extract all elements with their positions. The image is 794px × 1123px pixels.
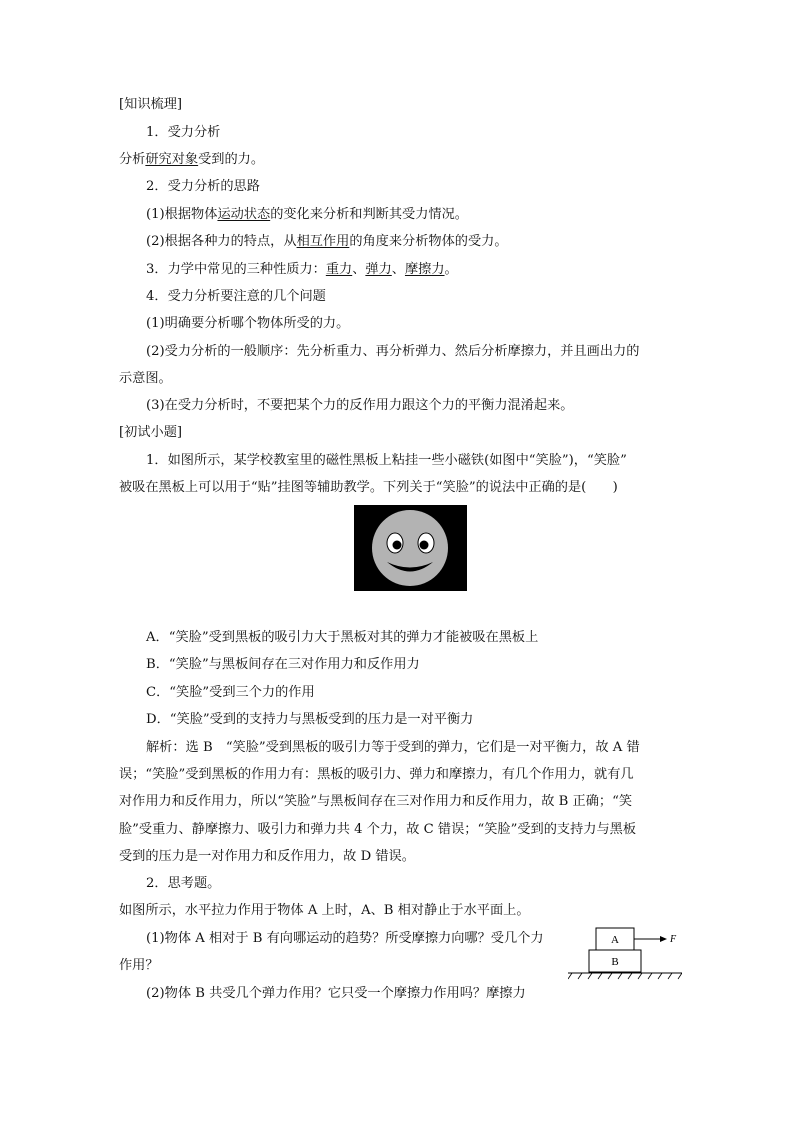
answer-line3: 对作用力和反作用力，所以“笑脸”与黑板间存在三对作用力和反作用力，故 B 正确；“笑 [119,794,633,809]
text: 的角度来分析物体的受力。 [349,234,508,249]
block-b-label: B [611,956,619,968]
option-a: A．“笑脸”受到黑板的吸引力大于黑板对其的弹力才能被吸在黑板上 [146,630,539,645]
question2-title: 2．思考题。 [146,876,221,891]
text: 受到的力。 [198,152,265,167]
text: 的变化来分析和判断其受力情况。 [270,207,468,222]
item4-point2-line1: (2)受力分析的一般顺序：先分析重力、再分析弹力、然后分析摩擦力，并且画出力的 [146,344,640,359]
underlined-blank: 研究对象 [145,152,199,167]
answer-line4: 脸”受重力、静摩擦力、吸引力和弹力共 4 个力，故 C 错误；“笑脸”受到的支持力与黑板 [119,822,637,837]
answer-line5: 受到的压力是一对作用力和反作用力，故 D 错误。 [119,849,415,864]
underlined-blank: 弹力 [365,262,392,277]
item4-point1: (1)明确要分析哪个物体所受的力。 [146,316,350,331]
item4-title: 4．受力分析要注意的几个问题 [146,289,326,304]
text: 3．力学中常见的三种性质力： [146,262,326,277]
item2-title: 2．受力分析的思路 [146,179,260,194]
blocks-diagram [568,924,682,980]
question2-part1-line2: 作用？ [119,958,159,973]
option-c: C．“笑脸”受到三个力的作用 [146,685,315,700]
item1-body [119,151,679,168]
item2-point2 [146,233,706,250]
text: 、 [352,262,366,277]
text: 分析 [119,152,146,167]
underlined-blank: 摩擦力 [404,262,445,277]
block-a-label: A [611,934,619,946]
section-header-knowledge: [知识梳理] [119,97,183,112]
option-b: B．“笑脸”与黑板间存在三对作用力和反作用力 [146,657,420,672]
text: (1)根据物体 [146,207,218,222]
item4-point2-line2: 示意图。 [119,371,172,386]
smiley-face-icon [354,505,467,591]
item4-point3: (3)在受力分析时，不要把某个力的反作用力跟这个力的平衡力混淆起来。 [146,398,574,413]
underlined-blank: 重力 [325,262,353,277]
item1-title: 1．受力分析 [146,125,221,140]
stacked-blocks-figure [568,924,682,980]
item2-point1 [146,206,706,223]
underlined-blank: 相互作用 [296,234,350,249]
underlined-blank: 运动状态 [217,207,271,222]
answer-line2: 误；“笑脸”受到黑板的作用力有：黑板的吸引力、弹力和摩擦力，有几个作用力，就有几 [119,767,634,782]
option-d: D．“笑脸”受到的支持力与黑板受到的压力是一对平衡力 [146,712,474,727]
force-label: F [670,934,677,945]
item3 [146,261,706,278]
question2-part2-line1: (2)物体 B 共受几个弹力作用？它只受一个摩擦力作用吗？摩擦力 [146,986,526,1001]
text: 、 [391,262,405,277]
question1-line1: 1．如图所示，某学校教室里的磁性黑板上粘挂一些小磁铁(如图中“笑脸”)，“笑脸” [146,453,627,468]
text: (2)根据各种力的特点，从 [146,234,297,249]
question2-intro: 如图所示，水平拉力作用于物体 A 上时，A、B 相对静止于水平面上。 [119,903,530,918]
section-header-trial: [初试小题] [119,425,183,440]
answer-line1: 解析：选 B “笑脸”受到黑板的吸引力等于受到的弹力，它们是一对平衡力，故 A 错 [146,740,640,755]
question1-line2: 被吸在黑板上可以用于“贴”挂图等辅助教学。下列关于“笑脸”的说法中正确的是( ) [119,480,618,495]
smiley-magnet-image [354,505,467,591]
text: 。 [444,262,458,277]
question2-part1-line1: (1)物体 A 相对于 B 有向哪运动的趋势？所受摩擦力向哪？受几个力 [146,931,544,946]
